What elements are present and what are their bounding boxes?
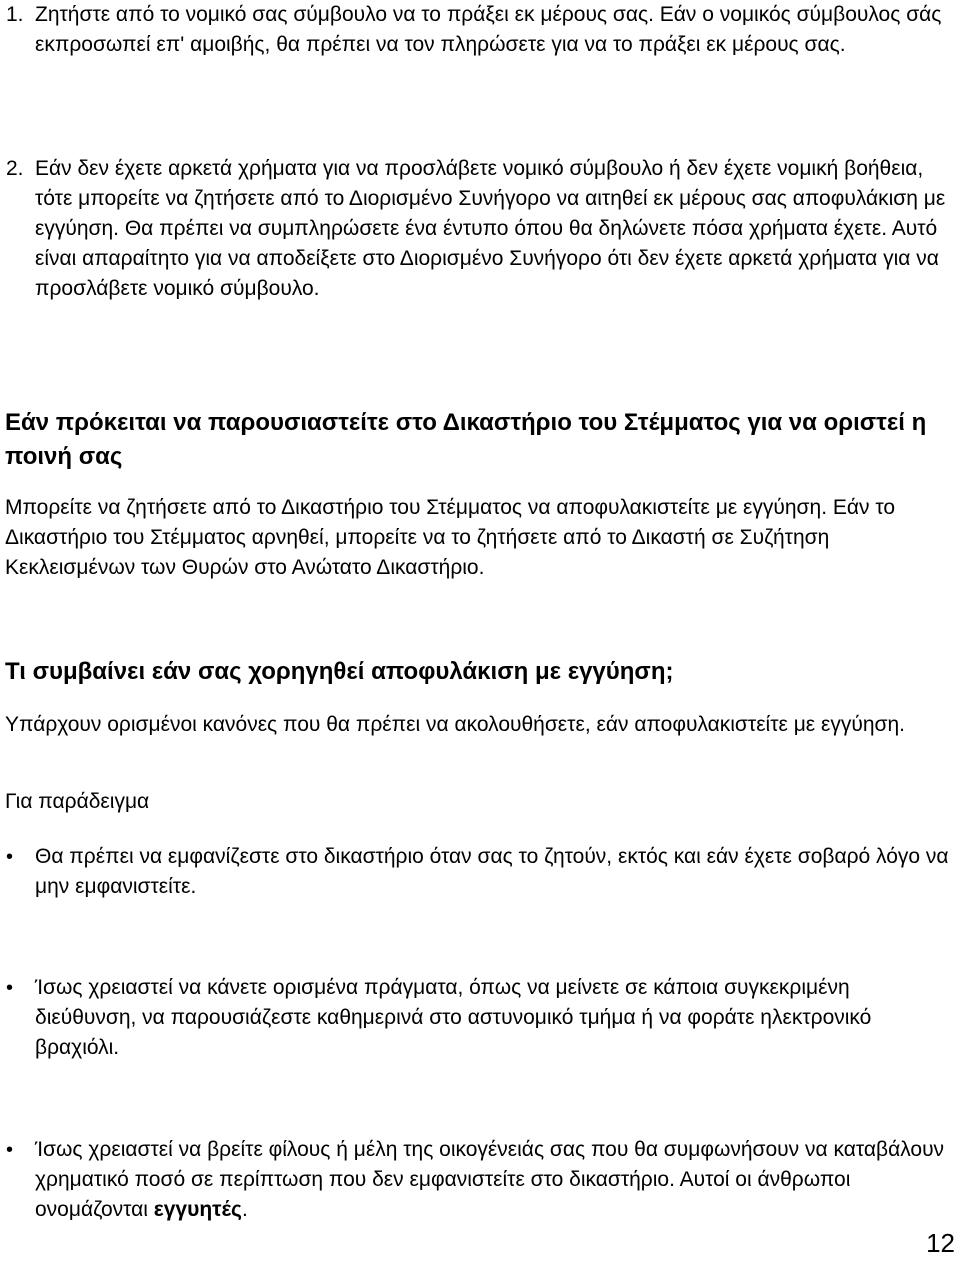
bullet-item-1 — [0, 842, 955, 902]
bullet-text-end: . — [241, 1198, 248, 1221]
example-label: Για παράδειγμα — [5, 790, 150, 813]
page-number: 12 — [926, 1228, 955, 1258]
bullet-text — [35, 1135, 955, 1225]
section-heading-bail: Τι συμβαίνει εάν σας χορηγηθεί αποφυλάκιση με εγγύηση; — [5, 658, 674, 685]
bullet-text-bold-term: εγγυητές — [153, 1198, 242, 1221]
list-item-text: Εάν δεν έχετε αρκετά χρήματα για να προσλάβετε νομικό σύμβουλο ή δεν έχετε νομική βοήθεια, τότε μπορείτε να ζητήσετε από το Διορισμένο Συνήγορο να αιτηθεί εκ μέρους σας αποφυλάκιση με εγγύηση. Θα πρέπει να συμπληρώσετε ένα έντυπο όπου θα δηλώνετε πόσα χρήματα έχετε. Αυτό είναι απαραίτητο για να αποδείξετε στο Διορισμένο Συνήγορο ότι δεν έχετε αρκετά χρήματα για να προσλάβετε νομικό σύμβουλο. — [35, 157, 946, 300]
list-item-1 — [0, 0, 955, 60]
list-item-text: Ζητήστε από το νομικό σας σύμβουλο να το πράξει εκ μέρους σας. Εάν ο νομικός σύμβουλος σάς εκπροσωπεί επ' αμοιβής, θα πρέπει να τον πληρώσετε για να το πράξει εκ μέρους σας. — [35, 3, 942, 56]
bullet-icon: • — [6, 846, 14, 868]
paragraph-crown-court: Μπορείτε να ζητήσετε από το Δικαστήριο του Στέμματος να αποφυλακιστείτε με εγγύηση. Εάν το Δικαστήριο του Στέμματος αρνηθεί, μπορείτε να το ζητήσετε από το Δικαστή σε Συζήτηση Κεκλεισμένων των Θυρών στο Ανώτατο Δικαστήριο. — [5, 496, 896, 579]
bullet-text: Ίσως χρειαστεί να κάνετε ορισμένα πράγματα, όπως να μείνετε σε κάποια συγκεκριμένη διεύθυνση, να παρουσιάζεστε καθημερινά στο αστυνομικό τμήμα ή να φοράτε ηλεκτρονικό βραχιόλι. — [35, 976, 872, 1059]
section-heading-crown-court: Εάν πρόκειται να παρουσιαστείτε στο Δικαστήριο του Στέμματος για να οριστεί η ποινή σας — [5, 409, 927, 470]
bullet-icon: • — [6, 1139, 14, 1161]
list-number: 1. — [6, 3, 24, 26]
bullet-item-3 — [0, 1135, 955, 1225]
bullet-text: Θα πρέπει να εμφανίζεστε στο δικαστήριο όταν σας το ζητούν, εκτός και εάν έχετε σοβαρό λόγο να μην εμφανιστείτε. — [35, 845, 949, 898]
paragraph-bail-rules: Υπάρχουν ορισμένοι κανόνες που θα πρέπει να ακολουθήσετε, εάν αποφυλακιστείτε με εγγύηση. — [5, 713, 906, 736]
list-number: 2. — [6, 157, 24, 180]
bullet-icon: • — [6, 977, 14, 999]
list-item-2 — [0, 154, 955, 304]
bullet-item-2 — [0, 973, 955, 1063]
bullet-text-plain: Ίσως χρειαστεί να βρείτε φίλους ή μέλη της οικογένειάς σας που θα συμφωνήσουν να καταβάλουν χρηματικό ποσό σε περίπτωση που δεν εμφανιστείτε στο δικαστήριο. Αυτοί οι άνθρωποι ονομάζονται — [35, 1138, 945, 1221]
